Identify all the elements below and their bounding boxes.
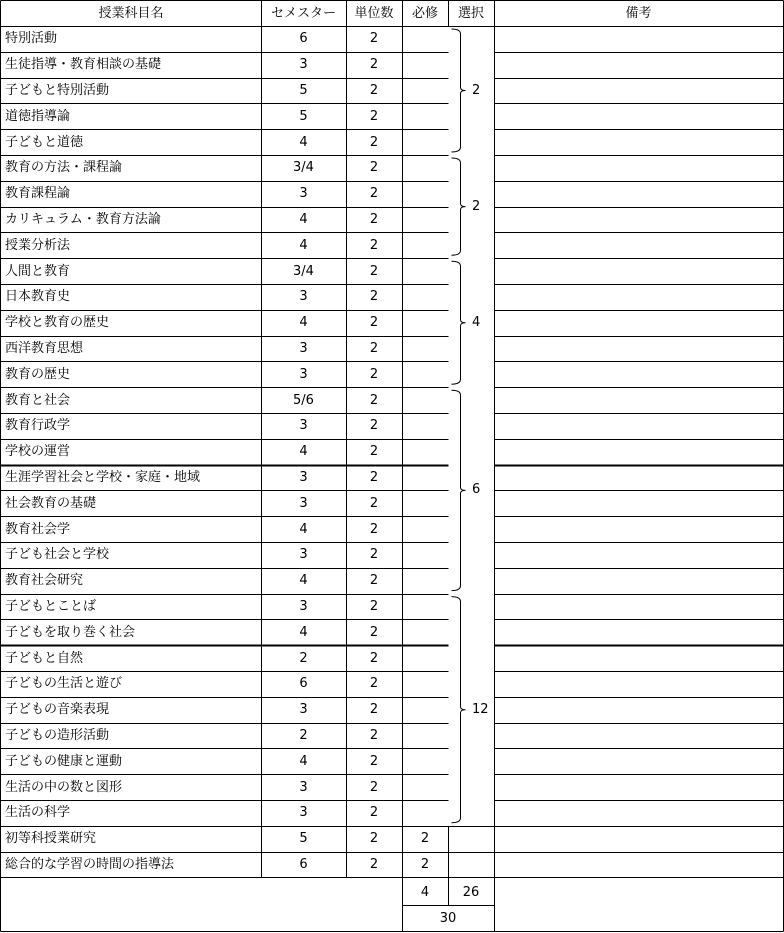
course-required: 2 [420, 856, 430, 872]
course-credits: 2 [369, 624, 379, 640]
course-required [402, 697, 448, 723]
elective-group-bracket [452, 597, 466, 823]
course-semester: 3 [299, 340, 308, 356]
course-credits: 2 [369, 82, 379, 98]
course-semester: 3 [299, 469, 308, 485]
course-required [402, 232, 448, 258]
course-required [402, 413, 448, 439]
course-semester: 5/6 [293, 392, 314, 408]
course-semester: 4 [299, 237, 308, 253]
course-required [402, 181, 448, 207]
course-credits: 2 [369, 444, 379, 460]
elective-group-credits: 12 [472, 701, 489, 717]
course-required [402, 310, 448, 336]
elective-group-bracket [452, 261, 466, 384]
course-credits: 2 [369, 134, 379, 150]
course-name: 子どもと自然 [5, 650, 84, 666]
course-credits: 2 [369, 521, 379, 537]
course-semester: 4 [299, 521, 308, 537]
course-semester: 5 [299, 82, 308, 98]
course-required [402, 52, 448, 78]
course-credits: 2 [369, 598, 379, 614]
course-credits: 2 [369, 418, 379, 434]
course-credits: 2 [369, 727, 379, 743]
course-required [402, 645, 448, 671]
course-semester: 3 [299, 186, 308, 202]
course-semester: 4 [299, 315, 308, 331]
course-semester: 3/4 [293, 160, 314, 176]
course-semester: 3 [299, 779, 308, 795]
course-name: 子どもと特別活動 [5, 82, 110, 98]
course-semester: 3 [299, 805, 308, 821]
course-name: 西洋教育思想 [5, 340, 84, 356]
course-semester: 3 [299, 366, 308, 382]
course-semester: 5 [299, 831, 308, 847]
course-semester: 4 [299, 134, 308, 150]
course-credits: 2 [369, 753, 379, 769]
course-required: 2 [420, 831, 430, 847]
course-semester: 4 [299, 753, 308, 769]
course-required [402, 774, 448, 800]
total-elective: 26 [462, 885, 480, 900]
course-credits: 2 [369, 831, 379, 847]
course-semester: 6 [299, 676, 308, 692]
course-name: 子ども社会と学校 [5, 547, 110, 563]
course-name: 初等科授業研究 [5, 831, 97, 847]
course-required [402, 361, 448, 387]
total-required: 4 [420, 885, 430, 900]
course-required [402, 723, 448, 749]
header-elective: 選択 [457, 6, 484, 21]
course-name: 学校の運営 [5, 444, 71, 460]
course-name: 日本教育史 [5, 289, 71, 305]
course-name: 授業分析法 [5, 237, 71, 253]
course-credits: 2 [369, 702, 379, 718]
course-credits: 2 [369, 676, 379, 692]
total-grand: 30 [439, 910, 457, 926]
course-name: 総合的な学習の時間の指導法 [5, 856, 175, 872]
course-name: 特別活動 [5, 31, 58, 47]
course-required [402, 78, 448, 104]
course-credits: 2 [369, 186, 379, 202]
elective-group-bracket [452, 158, 466, 255]
course-required [402, 800, 448, 826]
course-name: 人間と教育 [5, 263, 71, 279]
course-semester: 4 [299, 444, 308, 460]
course-credits: 2 [369, 779, 379, 795]
course-name: 子どもの造形活動 [5, 727, 110, 743]
header-required: 必修 [411, 6, 438, 21]
course-credits: 2 [369, 340, 379, 356]
course-credits: 2 [369, 495, 379, 511]
course-required [402, 490, 448, 516]
course-name: 生涯学習社会と学校・家庭・地域 [5, 469, 201, 485]
course-semester: 3 [299, 289, 308, 305]
course-name: 教育課程論 [5, 186, 71, 202]
course-required [402, 439, 448, 465]
elective-group-credits: 4 [472, 314, 481, 330]
course-credits: 2 [369, 315, 379, 331]
course-credits: 2 [369, 31, 379, 47]
course-name: 道徳指導論 [5, 108, 71, 124]
course-credits: 2 [369, 469, 379, 485]
course-semester: 3 [299, 418, 308, 434]
course-required [402, 258, 448, 284]
course-required [402, 542, 448, 568]
course-name: 教育と社会 [5, 392, 71, 408]
course-name: 子どもの生活と遊び [5, 676, 123, 692]
course-name: 社会教育の基礎 [5, 495, 97, 511]
header-credits: 単位数 [354, 6, 394, 21]
course-credits: 2 [369, 650, 379, 666]
course-semester: 5 [299, 108, 308, 124]
course-semester: 3 [299, 547, 308, 563]
course-required [402, 387, 448, 413]
course-name: 生活の中の数と図形 [5, 779, 123, 795]
course-name: 教育の方法・課程論 [5, 160, 123, 176]
elective-group-credits: 6 [472, 482, 481, 498]
course-credits: 2 [369, 547, 379, 563]
course-name: 子どもの健康と運動 [5, 753, 123, 769]
course-credits: 2 [369, 805, 379, 821]
course-name: カリキュラム・教育方法論 [5, 211, 161, 227]
course-required [402, 155, 448, 181]
course-required [402, 568, 448, 594]
course-credits: 2 [369, 211, 379, 227]
course-name: 子どもとことば [5, 598, 97, 614]
course-required [402, 207, 448, 233]
course-name: 教育の歴史 [5, 366, 71, 382]
course-required [402, 129, 448, 155]
course-required [402, 284, 448, 310]
course-semester: 4 [299, 211, 308, 227]
course-credits: 2 [369, 289, 379, 305]
course-required [402, 465, 448, 491]
course-name: 学校と教育の歴史 [5, 315, 110, 331]
elective-group-credits: 2 [472, 198, 481, 214]
course-name: 子どもと道徳 [5, 134, 84, 150]
course-credits: 2 [369, 237, 379, 253]
course-semester: 6 [299, 856, 308, 872]
course-credits: 2 [369, 366, 379, 382]
elective-group-bracket [452, 29, 466, 152]
course-name: 子どもの音楽表現 [5, 702, 110, 718]
course-required [402, 671, 448, 697]
course-name: 生活の科学 [5, 805, 71, 821]
header-subject: 授業科目名 [98, 6, 164, 21]
course-required [402, 748, 448, 774]
course-required [402, 619, 448, 645]
course-name: 生徒指導・教育相談の基礎 [5, 57, 162, 73]
course-semester: 2 [299, 650, 308, 666]
header-semester: セメスター [270, 6, 336, 21]
course-semester: 3 [299, 57, 308, 73]
course-semester: 4 [299, 624, 308, 640]
course-semester: 6 [299, 31, 308, 47]
course-credits: 2 [369, 392, 379, 408]
course-semester: 3 [299, 495, 308, 511]
course-semester: 3 [299, 702, 308, 718]
course-name: 教育社会研究 [5, 573, 84, 589]
course-credits: 2 [369, 856, 379, 872]
elective-group-bracket [452, 390, 466, 590]
course-semester: 4 [299, 573, 308, 589]
course-name: 教育行政学 [5, 418, 71, 434]
course-credits: 2 [369, 108, 379, 124]
course-required [402, 336, 448, 362]
course-required [402, 103, 448, 129]
header-notes: 備考 [625, 6, 652, 21]
course-credits: 2 [369, 263, 379, 279]
course-required [402, 26, 448, 52]
course-name: 教育社会学 [5, 521, 71, 537]
course-semester: 3/4 [293, 263, 314, 279]
course-credits: 2 [369, 160, 379, 176]
elective-group-credits: 2 [472, 82, 481, 98]
course-name: 子どもを取り巻く社会 [5, 624, 136, 640]
course-semester: 3 [299, 598, 308, 614]
course-semester: 2 [299, 727, 308, 743]
course-credits: 2 [369, 573, 379, 589]
course-credits: 2 [369, 57, 379, 73]
course-required [402, 516, 448, 542]
course-required [402, 594, 448, 620]
